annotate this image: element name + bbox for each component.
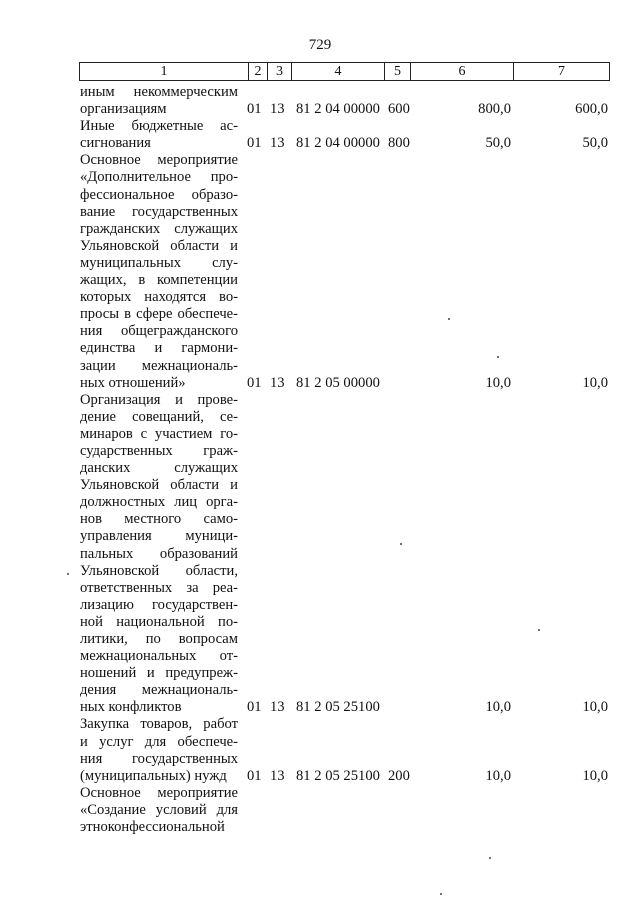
row-name-line: должностных лиц орга- — [80, 494, 238, 511]
amount-col-6: 800,0 — [478, 101, 511, 118]
header-col-2: 2 — [254, 64, 262, 79]
row-name-line: минаров с участием го- — [80, 425, 238, 442]
target-article-code: 81 2 04 00000 — [296, 135, 380, 152]
section-code: 01 — [247, 374, 262, 391]
subsection-code: 13 — [270, 767, 285, 784]
target-article-code: 81 2 05 25100 — [296, 699, 380, 716]
row-name-line: управления муници- — [80, 528, 238, 545]
row-name-line: Закупка товаров, работ — [80, 716, 238, 733]
subsection-code: 13 — [270, 699, 285, 716]
amount-col-7: 10,0 — [582, 699, 608, 716]
target-article-code: 81 2 04 00000 — [296, 101, 380, 118]
amount-col-7: 10,0 — [582, 374, 608, 391]
table-row — [0, 785, 640, 836]
amount-col-7: 600,0 — [575, 101, 608, 118]
expense-type-code: 800 — [388, 135, 410, 152]
row-name-line: фессиональное образо- — [80, 186, 238, 203]
section-code: 01 — [247, 767, 262, 784]
row-name-line: пальных образований — [80, 545, 238, 562]
amount-col-7: 10,0 — [582, 767, 608, 784]
row-name-line: Ульяновской области, — [80, 562, 238, 579]
scan-speck — [497, 356, 499, 358]
header-col-7: 7 — [558, 64, 565, 79]
row-name-line: «Дополнительное про- — [80, 169, 238, 186]
row-name-line: организациям — [80, 101, 167, 118]
table-header — [79, 62, 610, 81]
row-name-line: литики, по вопросам — [80, 631, 238, 647]
row-name-line: лизацию государствен- — [80, 596, 238, 613]
row-name-line: гражданских служащих — [80, 220, 238, 237]
target-article-code: 81 2 05 25100 — [296, 767, 380, 784]
row-codes — [0, 768, 640, 785]
table-row — [0, 118, 640, 152]
amount-col-6: 50,0 — [485, 135, 511, 152]
row-name-line: Основное мероприятие — [80, 784, 238, 801]
row-name — [80, 392, 238, 717]
scan-speck — [489, 857, 491, 859]
row-name-line: сигнования — [80, 135, 151, 152]
row-name-line: данских служащих — [80, 460, 238, 477]
row-name-line: Ульяновской области и — [80, 237, 238, 254]
section-code: 01 — [247, 135, 262, 152]
row-name-line: ответственных за реа- — [80, 579, 238, 596]
row-name-line: которых находятся во- — [80, 289, 238, 306]
table-row — [0, 84, 640, 118]
header-col-6: 6 — [458, 64, 466, 79]
amount-col-6: 10,0 — [485, 767, 511, 784]
section-code: 01 — [247, 101, 262, 118]
expense-type-code: 200 — [388, 767, 410, 784]
row-name-line: дение совещаний, се- — [80, 408, 238, 425]
row-codes — [0, 375, 640, 392]
row-name-line: единства и гармони- — [80, 340, 238, 357]
header-col-4: 4 — [334, 64, 342, 79]
scan-speck — [448, 318, 450, 320]
row-name-line: Иные бюджетные ас- — [80, 118, 238, 135]
scan-speck — [400, 543, 402, 545]
row-name-line: иным некоммерческим — [80, 84, 238, 100]
target-article-code: 81 2 05 00000 — [296, 374, 380, 391]
row-name-line: «Создание условий для — [80, 801, 238, 818]
row-name-line: сударственных граж- — [80, 442, 238, 459]
row-name-line: (муниципальных) нужд — [80, 767, 227, 784]
row-name-line: межнациональных от- — [80, 648, 238, 665]
row-name-line: муниципальных слу- — [80, 254, 238, 271]
amount-col-6: 10,0 — [485, 699, 511, 716]
scan-speck — [67, 573, 69, 575]
scan-speck — [538, 629, 540, 631]
header-col-5: 5 — [394, 64, 401, 79]
table-row — [0, 392, 640, 717]
row-name-line: вание государственных — [80, 203, 238, 220]
row-name-line: ния государственных — [80, 750, 238, 767]
subsection-code: 13 — [270, 374, 285, 391]
amount-col-7: 50,0 — [582, 135, 608, 152]
page-number: 729 — [308, 37, 332, 53]
table-row — [0, 152, 640, 391]
row-name-line: жащих, в компетенции — [80, 272, 238, 289]
table-body — [0, 84, 640, 836]
row-name-line: Основное мероприятие — [80, 152, 238, 169]
row-codes — [0, 135, 640, 152]
expense-type-code: 600 — [388, 101, 410, 118]
row-codes — [0, 699, 640, 716]
row-name — [80, 152, 238, 391]
row-name-line: нов местного само- — [80, 511, 238, 528]
row-name-line: просы в сфере обеспече- — [80, 306, 238, 323]
row-name-line: Ульяновской области и — [80, 477, 238, 494]
section-code: 01 — [247, 699, 262, 716]
amount-col-6: 10,0 — [485, 374, 511, 391]
row-name-line: ной национальной по- — [80, 613, 238, 630]
row-name-line: ния общегражданского — [80, 323, 238, 340]
row-codes — [0, 101, 640, 118]
row-name-line: дения межнациональ- — [80, 682, 238, 699]
row-name-line: зации межнациональ- — [80, 357, 238, 374]
row-name-line: ных конфликтов — [80, 699, 182, 716]
header-col-1: 1 — [160, 64, 168, 79]
subsection-code: 13 — [270, 101, 285, 118]
header-col-3: 3 — [276, 64, 283, 79]
row-name-line: ных отношений» — [80, 374, 186, 391]
row-name-line: этноконфессиональной — [80, 819, 225, 836]
scan-speck — [440, 893, 442, 895]
table-row — [0, 716, 640, 784]
row-name-line: и услуг для обеспече- — [80, 733, 238, 750]
subsection-code: 13 — [270, 135, 285, 152]
row-name — [80, 785, 238, 836]
row-name-line: Организация и прове- — [80, 391, 238, 408]
row-name-line: ношений и предупреж- — [80, 665, 238, 682]
